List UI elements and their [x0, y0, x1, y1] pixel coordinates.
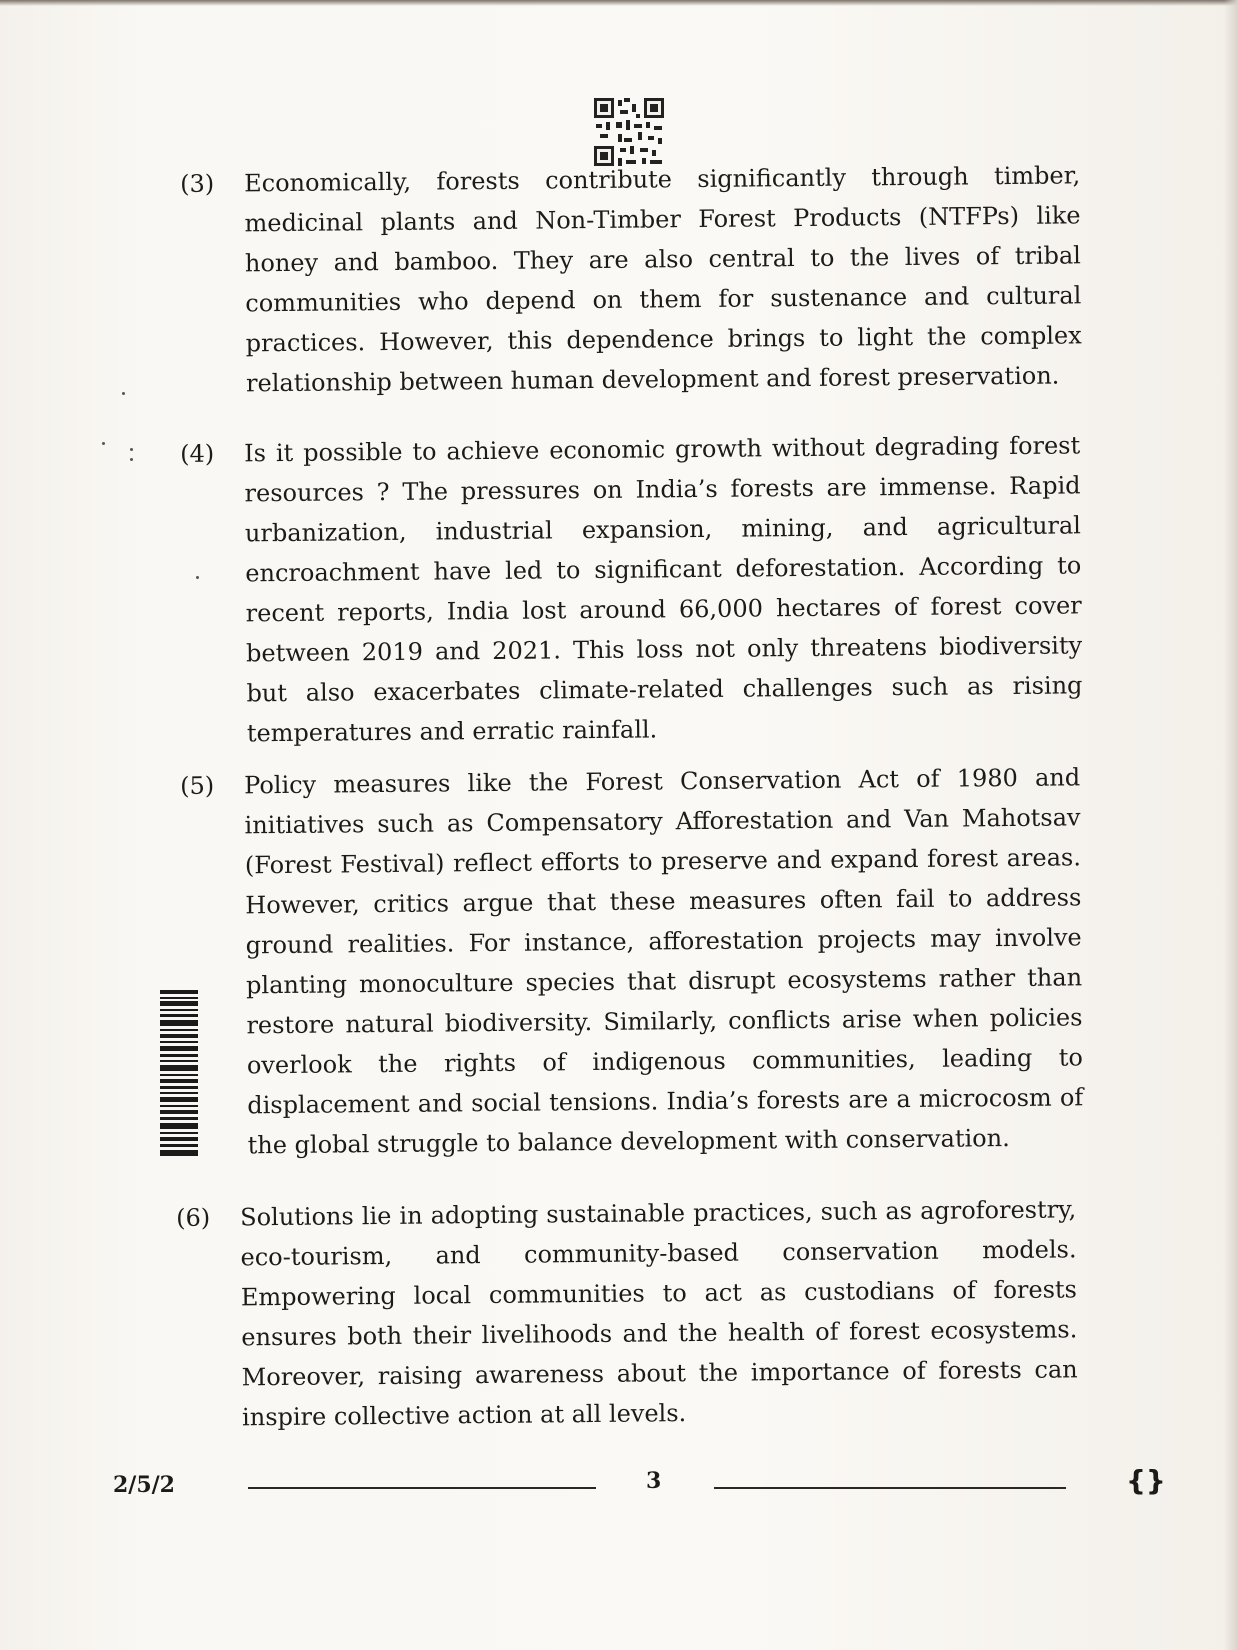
- paragraph-5: [180, 757, 1084, 1166]
- paragraph-text: Is it possible to achieve economic growth without degrading forest resources ? The pressures on India’s forests are immense. Rapid urbanization, industrial expansion, mining, and agricultural encroachment have led to significant deforestation. According to recent reports, India lost around 66,000 hectares of forest cover between 2019 and 2021. This loss not only threatens biodiversity but also exacerbates climate-related challenges such as rising temperatures and erratic rainfall.: [244, 431, 1083, 748]
- paragraph-number: (4): [180, 439, 215, 468]
- page-top-edge: [0, 0, 1238, 6]
- barcode-icon: [160, 990, 198, 1156]
- footer-rule-right: [714, 1487, 1066, 1489]
- speck: [196, 576, 199, 579]
- speck: [130, 458, 133, 461]
- qr-code-icon: [594, 98, 664, 166]
- paper-code: 2/5/2: [113, 1472, 175, 1498]
- paragraph-3: [180, 155, 1082, 404]
- paragraph-text: Economically, forests contribute significantly through timber, medicinal plants and Non-Timber Forest Products (NTFPs) like honey and bamboo. They are also central to the lives of tribal communities who depend on them for sustenance and cultural practices. However, this dependence brings to light the complex relationship between human development and forest preservation.: [244, 161, 1082, 398]
- speck: [122, 392, 125, 395]
- paragraph-4: [180, 425, 1083, 754]
- page-right-edge: [1224, 0, 1238, 1650]
- footer-rule-left: [248, 1487, 596, 1489]
- page-number: 3: [646, 1468, 662, 1494]
- brace-mark-icon: {}: [1126, 1464, 1166, 1497]
- paragraph-text: Policy measures like the Forest Conservation Act of 1980 and initiatives such as Compensatory Afforestation and Van Mahotsav (Forest Festival) reflect efforts to preserve and expand forest areas. However, critics argue that these measures often fail to address ground realities. For instance, afforestation projects may involve planting monoculture species that disrupt ecosystems rather than restore natural biodiversity. Similarly, conflicts arise when policies overlook the rights of indigenous communities, leading to displacement and social tensions. India’s forests are a microcosm of the global struggle to balance development with conservation.: [244, 763, 1084, 1160]
- paragraph-text: Solutions lie in adopting sustainable practices, such as agroforestry, eco-tourism, and community-based conservation models. Empowering local communities to act as custodians of forests ensures both their livelihoods and the health of forest ecosystems. Moreover, raising awareness about the importance of forests can inspire collective action at all levels.: [240, 1195, 1078, 1432]
- speck: [130, 448, 133, 451]
- paragraph-6: [176, 1189, 1078, 1438]
- speck: [102, 442, 105, 445]
- paragraph-number: (6): [176, 1203, 211, 1232]
- paragraph-number: (3): [180, 169, 215, 198]
- paragraph-number: (5): [180, 771, 215, 800]
